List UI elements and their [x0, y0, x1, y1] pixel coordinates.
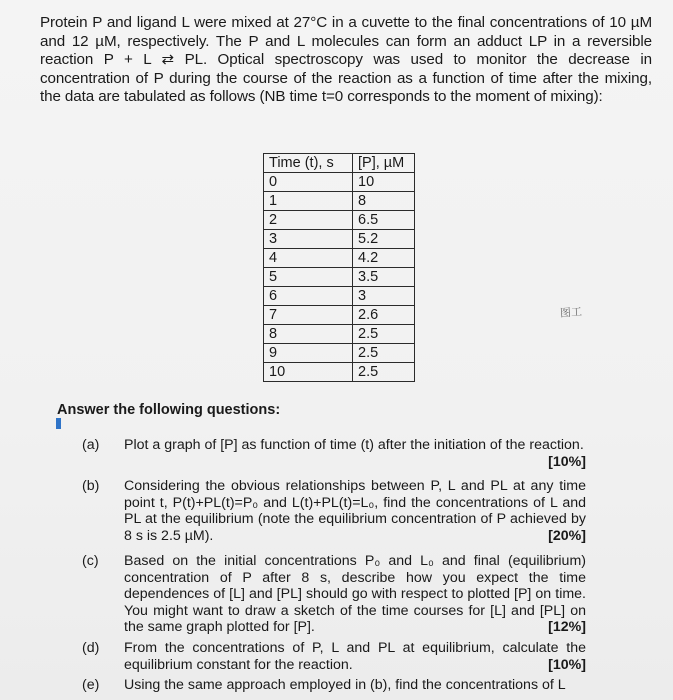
time-cell: 2 [264, 211, 353, 230]
concentration-cell: 2.5 [353, 363, 415, 382]
concentration-cell: 10 [353, 173, 415, 192]
question-body: Based on the initial concentrations P₀ and L₀ and final (equilibrium) concentration of P after 8 s, describe how you expect the time dependences of [L] and [PL] should go with respect to plotted [P] on time. You might want to draw a sketch of the time courses for [L] and [PL] on the same graph plotted for [P]. [124, 553, 586, 636]
question-text [124, 553, 586, 636]
column-header-time: Time (t), s [264, 154, 353, 173]
question-marks: [12%] [548, 619, 586, 636]
concentration-cell: 3.5 [353, 268, 415, 287]
table-row [264, 211, 415, 230]
intro-paragraph: Protein P and ligand L were mixed at 27°C in a cuvette to the final concentrations of 10 µM and 12 µM, respectively. The P and L molecules can form an adduct LP in a reversible reaction P + L ⇄ PL. Optical spectroscopy was used to monitor the decrease in concentration of P during the course of the reaction as a function of time after the mixing, the data are tabulated as follows (NB time t=0 corresponds to the moment of mixing): [40, 14, 652, 106]
table-row [264, 344, 415, 363]
time-cell: 3 [264, 230, 353, 249]
concentration-cell: 5.2 [353, 230, 415, 249]
time-cell: 4 [264, 249, 353, 268]
question-body: Using the same approach employed in (b), find the concentrations of L [124, 677, 566, 693]
question-label: (a) [82, 437, 100, 453]
watermark-stamp: 图工 [559, 306, 583, 320]
question-label: (c) [82, 553, 99, 569]
question-body: From the concentrations of P, L and PL at equilibrium, calculate the equilibrium constant for the reaction. [124, 640, 586, 673]
table-row [264, 363, 415, 382]
question-text [124, 640, 586, 673]
question-marks: [10%] [548, 656, 586, 673]
question-text [124, 478, 586, 544]
time-cell: 8 [264, 325, 353, 344]
table-row [264, 192, 415, 211]
question-text [124, 677, 586, 694]
question-text [124, 437, 586, 470]
time-cell: 7 [264, 306, 353, 325]
concentration-cell: 2.5 [353, 325, 415, 344]
table-row [264, 325, 415, 344]
time-cell: 1 [264, 192, 353, 211]
answer-heading: Answer the following questions: [57, 402, 281, 418]
concentration-cell: 8 [353, 192, 415, 211]
question-marks: [20%] [548, 527, 586, 544]
concentration-cell: 3 [353, 287, 415, 306]
time-cell: 0 [264, 173, 353, 192]
table-row [264, 287, 415, 306]
question-label: (d) [82, 640, 100, 656]
data-table [263, 153, 415, 382]
time-cell: 6 [264, 287, 353, 306]
table-row [264, 230, 415, 249]
table-row [264, 306, 415, 325]
table-row [264, 249, 415, 268]
concentration-cell: 4.2 [353, 249, 415, 268]
problem-statement [40, 14, 652, 107]
table-row [264, 268, 415, 287]
concentration-cell: 2.6 [353, 306, 415, 325]
question-label: (e) [82, 677, 100, 693]
question-body: Considering the obvious relationships between P, L and PL at any time point t, P(t)+PL(t)=P₀ and L(t)+PL(t)=L₀, find the concentrations of L and PL at the equilibrium (note the equilibrium concentration of P achieved by 8 s is 2.5 µM). [124, 478, 586, 544]
concentration-cell: 6.5 [353, 211, 415, 230]
time-cell: 10 [264, 363, 353, 382]
question-marks: [10%] [548, 453, 586, 470]
question-body: Plot a graph of [P] as function of time (t) after the initiation of the reaction. [124, 437, 584, 453]
concentration-cell: 2.5 [353, 344, 415, 363]
time-cell: 5 [264, 268, 353, 287]
time-cell: 9 [264, 344, 353, 363]
table-row [264, 173, 415, 192]
text-cursor-marker [56, 418, 61, 429]
column-header-concentration: [P], µM [353, 154, 415, 173]
question-label: (b) [82, 478, 100, 494]
table-header-row [264, 154, 415, 173]
question-e-clip [0, 676, 673, 700]
